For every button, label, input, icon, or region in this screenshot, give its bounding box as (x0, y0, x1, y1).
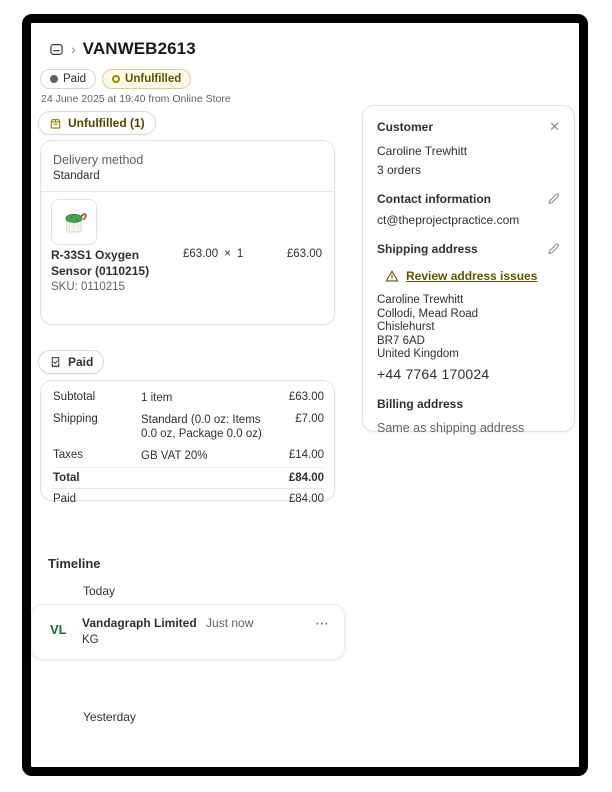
timeline-title: Timeline (48, 556, 101, 571)
line-item-title[interactable]: R-33S1 Oxygen Sensor (0110215) (51, 248, 150, 278)
event-author: Vandagraph Limited (82, 616, 197, 630)
customer-phone: +44 7764 170024 (377, 365, 490, 382)
page-title: VANWEB2613 (82, 39, 196, 58)
avatar: VL (50, 622, 67, 637)
payment-row-taxes: Taxes GB VAT 20% £14.00 (53, 449, 324, 462)
status-badges (40, 69, 191, 89)
page-frame (22, 14, 588, 776)
open-ring-icon (112, 75, 120, 83)
timeline-yesterday-label: Yesterday (83, 710, 136, 724)
paid-section-badge: Paid (38, 350, 104, 374)
warning-triangle-icon (385, 269, 399, 283)
package-icon (49, 117, 62, 130)
customer-email[interactable]: ct@theprojectpractice.com (377, 213, 520, 227)
line-item-total: £63.00 (286, 248, 322, 260)
close-icon[interactable]: ✕ (549, 119, 560, 134)
shipping-address-block (377, 294, 560, 362)
line-item-sku: SKU: 0110215 (51, 281, 125, 293)
edit-shipping-icon[interactable] (546, 242, 560, 256)
receipt-check-icon (49, 356, 62, 369)
edit-contact-icon[interactable] (546, 192, 560, 206)
multiply-glyph: × (224, 248, 231, 260)
address-line: United Kingdom (377, 348, 459, 360)
unfulfilled-section-badge: Unfulfilled (1) (38, 111, 156, 135)
contact-info-title: Contact information (377, 192, 491, 206)
timeline-today-label: Today (83, 584, 116, 598)
breadcrumb-chevron: › (71, 41, 76, 57)
timeline-event-card (31, 604, 345, 660)
divider (41, 191, 334, 192)
order-date-source: 24 June 2025 at 19:40 from Online Store (41, 93, 231, 105)
payment-row-paid: Paid £84.00 (53, 488, 324, 509)
filled-dot-icon (50, 75, 58, 83)
address-line: Caroline Trewhitt (377, 294, 464, 306)
payment-row-subtotal: Subtotal 1 item £63.00 (53, 391, 324, 404)
order-header (49, 39, 196, 59)
billing-address-value: Same as shipping address (377, 420, 525, 435)
address-line: Collodi, Mead Road (377, 307, 479, 320)
paid-status-badge: Paid (40, 69, 96, 89)
customer-card (362, 105, 575, 435)
oxygen-sensor-image (56, 204, 92, 240)
billing-address-title: Billing address (377, 396, 464, 411)
event-comment-text: KG (82, 634, 99, 646)
orders-icon (49, 42, 64, 57)
customer-name[interactable]: Caroline Trewhitt (377, 144, 468, 158)
delivery-method-label: Delivery method (53, 153, 144, 167)
address-warning (385, 269, 560, 283)
fulfillment-card (40, 140, 335, 325)
event-overflow-menu-icon[interactable]: ⋯ (315, 615, 330, 631)
payment-row-shipping: Shipping Standard (0.0 oz: Items 0.0 oz, Package 0.0 oz) £7.00 (53, 413, 324, 440)
review-address-issues-link[interactable]: Review address issues (406, 269, 538, 283)
delivery-method-value: Standard (53, 170, 100, 182)
line-item-qty-price: £63.00 × 1 (183, 248, 244, 260)
payment-summary-card (40, 380, 335, 505)
customer-section-title: Customer (377, 120, 434, 134)
address-line: BR7 6AD (377, 334, 425, 347)
product-thumbnail[interactable] (51, 199, 97, 245)
payment-row-total: Total £84.00 (53, 467, 324, 488)
event-timestamp: Just now (206, 616, 254, 630)
unfulfilled-status-badge: Unfulfilled (102, 69, 191, 89)
customer-orders-count: 3 orders (377, 163, 422, 177)
address-line: Chislehurst (377, 321, 435, 333)
shipping-address-title: Shipping address (377, 242, 478, 256)
